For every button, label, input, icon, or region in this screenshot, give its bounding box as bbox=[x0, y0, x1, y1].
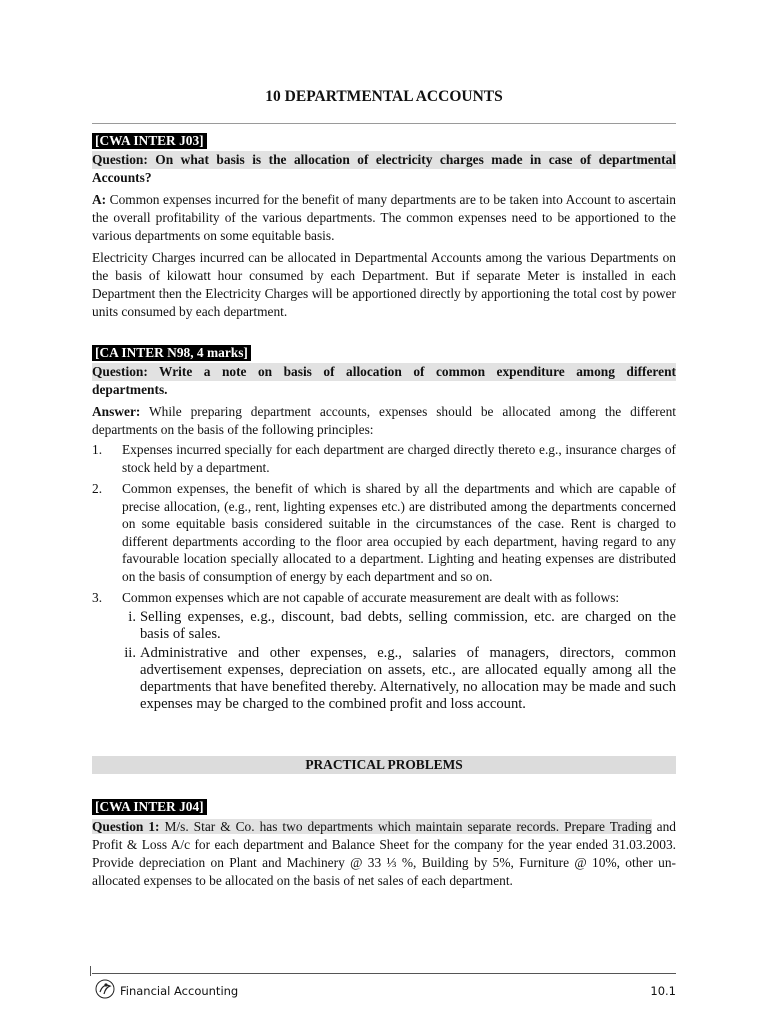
footer-tick bbox=[90, 966, 95, 976]
page-footer bbox=[92, 982, 676, 1002]
section-cwa-j03 bbox=[92, 133, 676, 321]
question-label: Question 1: bbox=[92, 819, 160, 834]
list-item: 2. Common expenses, the benefit of which is shared by all the departments and which are capable of precise allocation, (e.g., rent, lighting expenses etc.) are distributed among the departments concerned on some equitable basis considered suitable in the circumstances of the case. Rent is charged to different departments according to the floor area occupied by each department, having regard to any favourable location specially allocated to a department. Lighting and heating expenses are distributed on the basis of consumption of energy by each department and so on. bbox=[92, 481, 676, 584]
question-heading: Question: Write a note on basis of allocation of common expenditure among different bbox=[92, 364, 676, 379]
question-heading-cont: Accounts? bbox=[92, 170, 152, 185]
source-tag: [CWA INTER J03] bbox=[92, 133, 207, 149]
footer-title: Financial Accounting bbox=[120, 984, 239, 998]
answer-label: A: bbox=[92, 192, 107, 207]
sub-list-item: i. Selling expenses, e.g., discount, bad debts, selling commission, etc. are charged on the basis of sales. bbox=[128, 608, 676, 642]
answer-paragraph-2: Electricity Charges incurred can be allocated in Departmental Accounts among the various Departments on the basis of kilowatt hour consumed by each Department. But if separate Meter is installed in each Department then the Electricity Charges will be apportioned directly by apportioning the total cost by power units consumed by each department. bbox=[92, 250, 676, 319]
page-number: 10.1 bbox=[650, 984, 676, 998]
answer-intro: Answer: While preparing department accounts, expenses should be allocated among the different departments on the basis of the following principles: bbox=[92, 404, 676, 437]
sub-list-item: ii. Administrative and other expenses, e.g., salaries of managers, directors, common advertisement expenses, depreciation on assets, etc., are allocated equally among all the departments that have benefited thereby. Alternatively, no allocation may be made and such expenses may be charged to the combined profit and loss account. bbox=[124, 644, 676, 712]
question-heading-cont: departments. bbox=[92, 382, 168, 397]
answer-label: Answer: bbox=[92, 404, 141, 419]
sub-list bbox=[122, 609, 676, 713]
question-heading: Question: On what basis is the allocation of electricity charges made in case of departmental bbox=[92, 152, 676, 167]
section-cwa-j04 bbox=[92, 799, 676, 890]
practical-problems-heading: PRACTICAL PROBLEMS bbox=[92, 756, 676, 774]
list-item: 1. Expenses incurred specially for each department are charged directly thereto e.g., insurance charges of stock held by a department. bbox=[92, 442, 676, 475]
answer-paragraph: A: Common expenses incurred for the benefit of many departments are to be taken into Account to ascertain the overall profitability of the various departments. The common expenses need to be apportioned to the various departments on some equitable basis. bbox=[92, 192, 676, 243]
section-ca-n98 bbox=[92, 345, 676, 717]
question-1: Question 1: M/s. Star & Co. has two departments which maintain separate records. Prepare Trading and Profit & Loss A/c for each department and Balance Sheet for the company for the year ended 31.03.2003. Provide depreciation on Plant and Machinery @ 33 ⅓ %, Building by 5%, Furniture @ 10%, other un-allocated expenses to be allocated on the basis of net sales of each department. bbox=[92, 819, 676, 888]
chapter-title: 10 DEPARTMENTAL ACCOUNTS bbox=[265, 88, 503, 105]
source-tag: [CWA INTER J04] bbox=[92, 799, 207, 815]
principles-list bbox=[92, 441, 676, 713]
source-tag: [CA INTER N98, 4 marks] bbox=[92, 345, 251, 361]
logo-icon bbox=[94, 978, 116, 1000]
list-item: 3. Common expenses which are not capable of accurate measurement are dealt with as follows: i. Selling expenses, e.g., discount, bad debts, selling commission, etc. are charged on the basis of sales. ii. Administrative and other expenses, e.g., salaries of managers, directors, common advertisement expenses, depreciation on assets, etc., are allocated equally among all the departments that have benefited thereby. Alternatively, no allocation may be made and such expenses may be charged to the combined profit and loss account. bbox=[92, 590, 676, 712]
footer-divider bbox=[92, 973, 676, 974]
title-divider bbox=[92, 123, 676, 124]
